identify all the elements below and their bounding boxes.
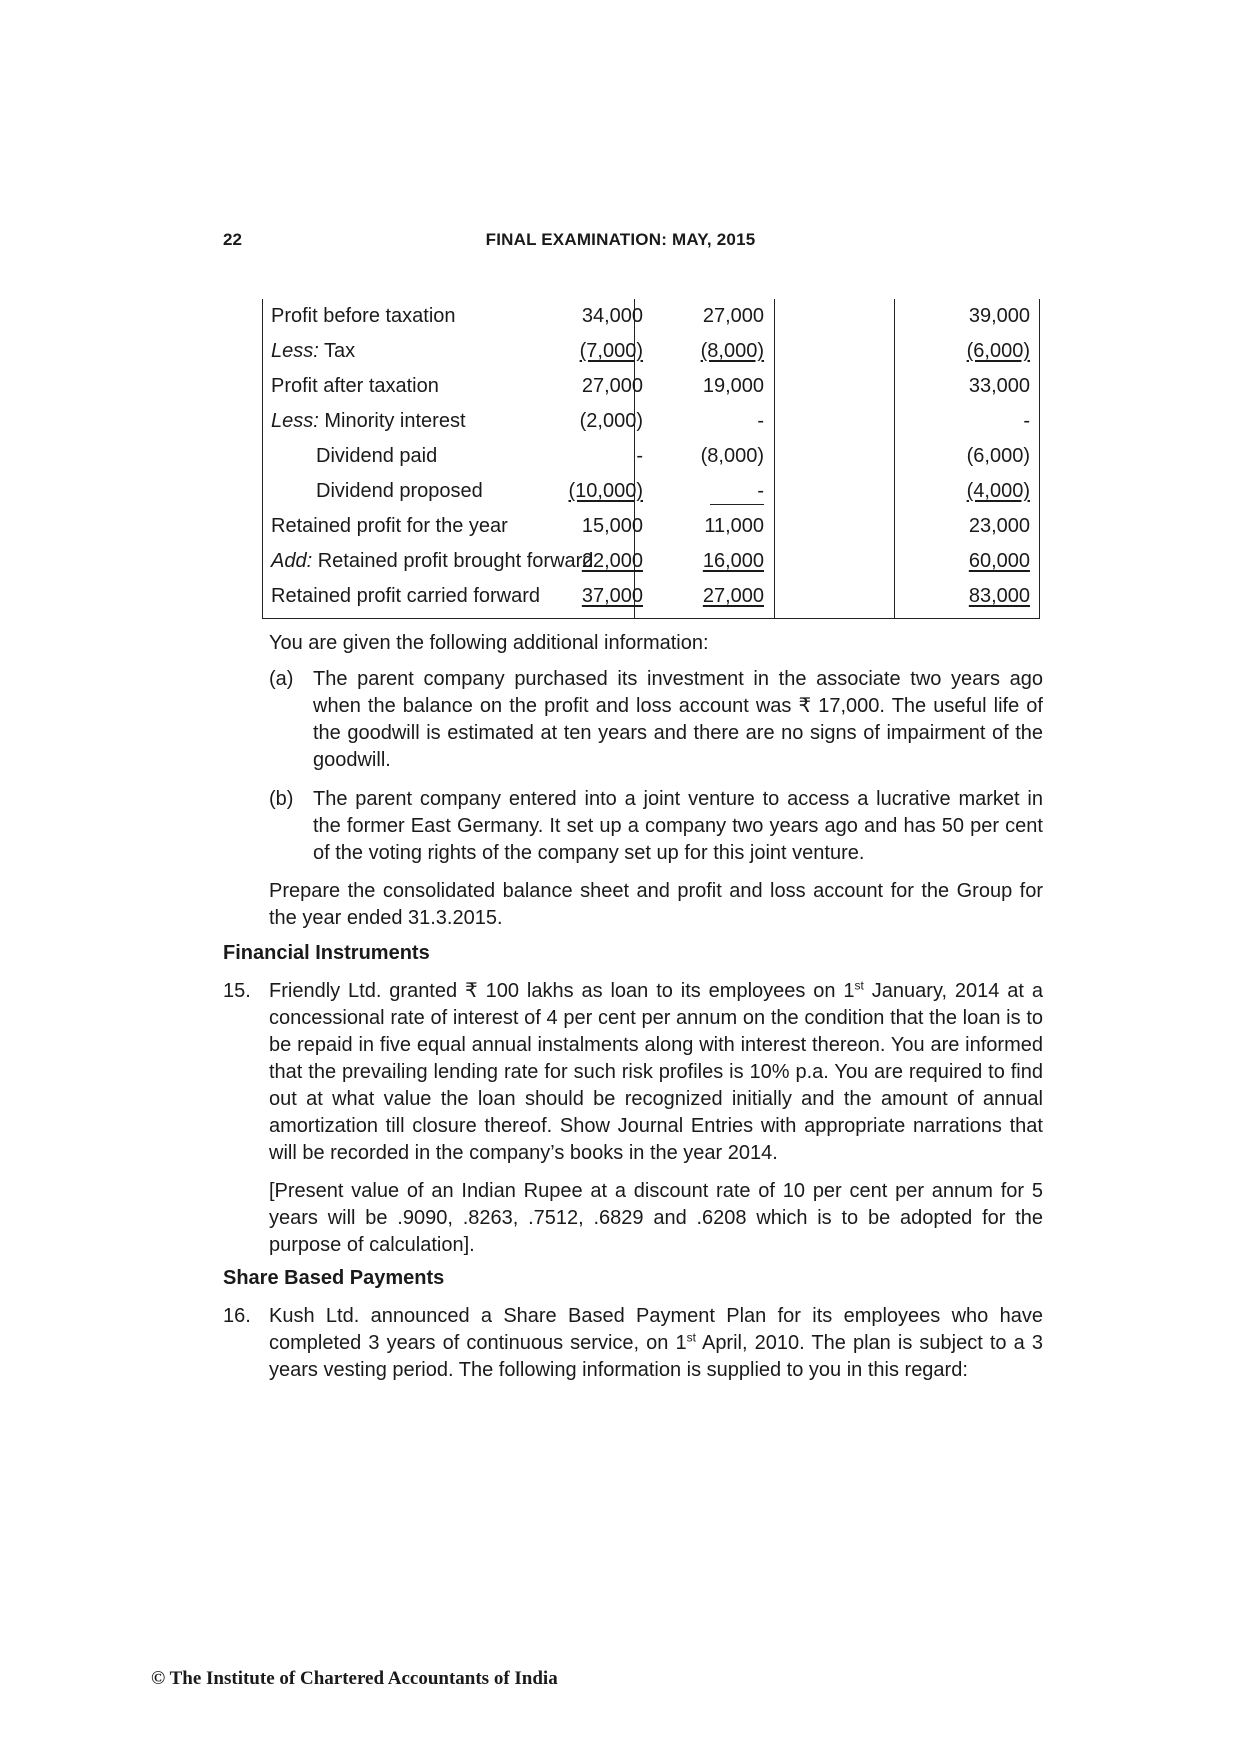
table-row (262, 369, 1040, 404)
cell-col2: (8,000) (700, 445, 764, 467)
cell-col3: 60,000 (968, 550, 1030, 572)
table-bottom-border (262, 618, 1040, 619)
table-row (262, 299, 1040, 334)
cell-col2: - (757, 410, 764, 432)
item-marker: (b) (269, 788, 294, 810)
superscript: st (686, 1330, 696, 1345)
question-16-text (269, 1303, 1043, 1384)
question-number: 15. (223, 980, 251, 1002)
section-heading-share-based-payments: Share Based Payments (223, 1267, 445, 1289)
cell-col2: 27,000 (702, 585, 764, 607)
cell-col1: 27,000 (581, 375, 643, 397)
additional-info-intro: You are given the following additional information: (269, 632, 709, 654)
table-row (262, 439, 1040, 474)
page-header: FINAL EXAMINATION: MAY, 2015 (485, 230, 756, 249)
table-row (262, 544, 1040, 579)
additional-info-item-b: The parent company entered into a joint venture to access a lucrative market in the former East Germany. It set up a company two years ago and has 50 per cent of the voting rights of the company set up for this joint venture. (313, 788, 1043, 864)
cell-col3: (6,000) (966, 445, 1030, 467)
row-label: Profit before taxation (271, 305, 456, 327)
underlined-dash: - (710, 478, 764, 505)
cell-col1: 15,000 (581, 515, 643, 537)
cell-col3: - (1023, 410, 1030, 432)
row-prefix: Less: (271, 340, 319, 362)
row-prefix: Less: (271, 410, 319, 432)
row-label (271, 334, 355, 369)
row-prefix: Add: (271, 550, 313, 572)
table-row (262, 474, 1040, 509)
cell-col1: (10,000) (568, 480, 643, 502)
table-row (262, 404, 1040, 439)
cell-col3: (6,000) (966, 340, 1030, 362)
row-label: Retained profit carried forward (271, 585, 541, 607)
profit-loss-table (262, 299, 1040, 619)
cell-col3: (4,000) (966, 480, 1030, 502)
row-label: Profit after taxation (271, 375, 439, 397)
cell-col1: (2,000) (579, 410, 643, 432)
cell-col1: 22,000 (581, 550, 643, 572)
section-heading-financial-instruments: Financial Instruments (223, 942, 430, 964)
cell-col1: (7,000) (579, 340, 643, 362)
cell-col2: 16,000 (702, 550, 764, 572)
table-row (262, 334, 1040, 369)
copyright-footer: © The Institute of Chartered Accountants of India (151, 1668, 558, 1689)
row-label-text: Minority interest (318, 410, 466, 432)
cell-col3: 39,000 (968, 305, 1030, 327)
cell-col3: 83,000 (968, 585, 1030, 607)
row-label: Dividend paid (316, 445, 438, 467)
cell-col2: 27,000 (702, 305, 764, 327)
question-15-text-part2: January, 2014 at a concessional rate of interest of 4 per cent per annum on the condition that the loan is to be repaid in five equal annual instalments along with interest thereon. You are informed that the prevailing lending rate for such risk profiles is 10% p.a. You are required to find out at what value the loan should be recognized initially and the amount of annual amortization till closure thereof. Show Journal Entries with appropriate narrations that will be recorded in the company’s books in the year 2014. (269, 980, 1043, 1164)
cell-col2: 19,000 (702, 375, 764, 397)
row-label: Retained profit for the year (271, 515, 508, 537)
cell-col1: 37,000 (581, 585, 643, 607)
question-15-text (269, 978, 1043, 1167)
page-number: 22 (223, 230, 242, 249)
cell-col2: 11,000 (704, 515, 764, 537)
row-label (271, 544, 593, 579)
row-label-text: Tax (318, 340, 356, 362)
cell-col2 (710, 474, 764, 509)
question-number: 16. (223, 1305, 251, 1327)
cell-col3: 33,000 (968, 375, 1030, 397)
row-label (271, 404, 466, 439)
question-15-text-part1: Friendly Ltd. granted ₹ 100 lakhs as loan to its employees on 1 (269, 980, 855, 1002)
item-marker: (a) (269, 668, 294, 690)
question-16-text-part2: April, 2010. The plan is subject to a 3 years vesting period. The following information is supplied to you in this regard: (269, 1332, 1043, 1381)
instruction-text: Prepare the consolidated balance sheet and profit and loss account for the Group for the year ended 31.3.2015. (269, 880, 1043, 929)
table-row (262, 579, 1040, 614)
cell-col1: 34,000 (581, 305, 643, 327)
cell-col1: - (636, 445, 643, 467)
cell-col2: (8,000) (700, 340, 764, 362)
present-value-note: [Present value of an Indian Rupee at a discount rate of 10 per cent per annum for 5 years will be .9090, .8263, .7512, .6829 and .6208 which is to be adopted for the purpose of calculation]. (269, 1180, 1043, 1256)
row-label-text: Retained profit brought forward (312, 550, 594, 572)
additional-info-item-a: The parent company purchased its investment in the associate two years ago when the balance on the profit and loss account was ₹ 17,000. The useful life of the goodwill is estimated at ten years and there are no signs of impairment of the goodwill. (313, 668, 1043, 771)
cell-col3: 23,000 (968, 515, 1030, 537)
table-row (262, 509, 1040, 544)
superscript: st (854, 978, 864, 993)
question-16-text-part1: Kush Ltd. announced a Share Based Payment Plan for its employees who have completed 3 years of continuous service, on 1 (269, 1305, 1043, 1354)
row-label: Dividend proposed (316, 480, 483, 502)
